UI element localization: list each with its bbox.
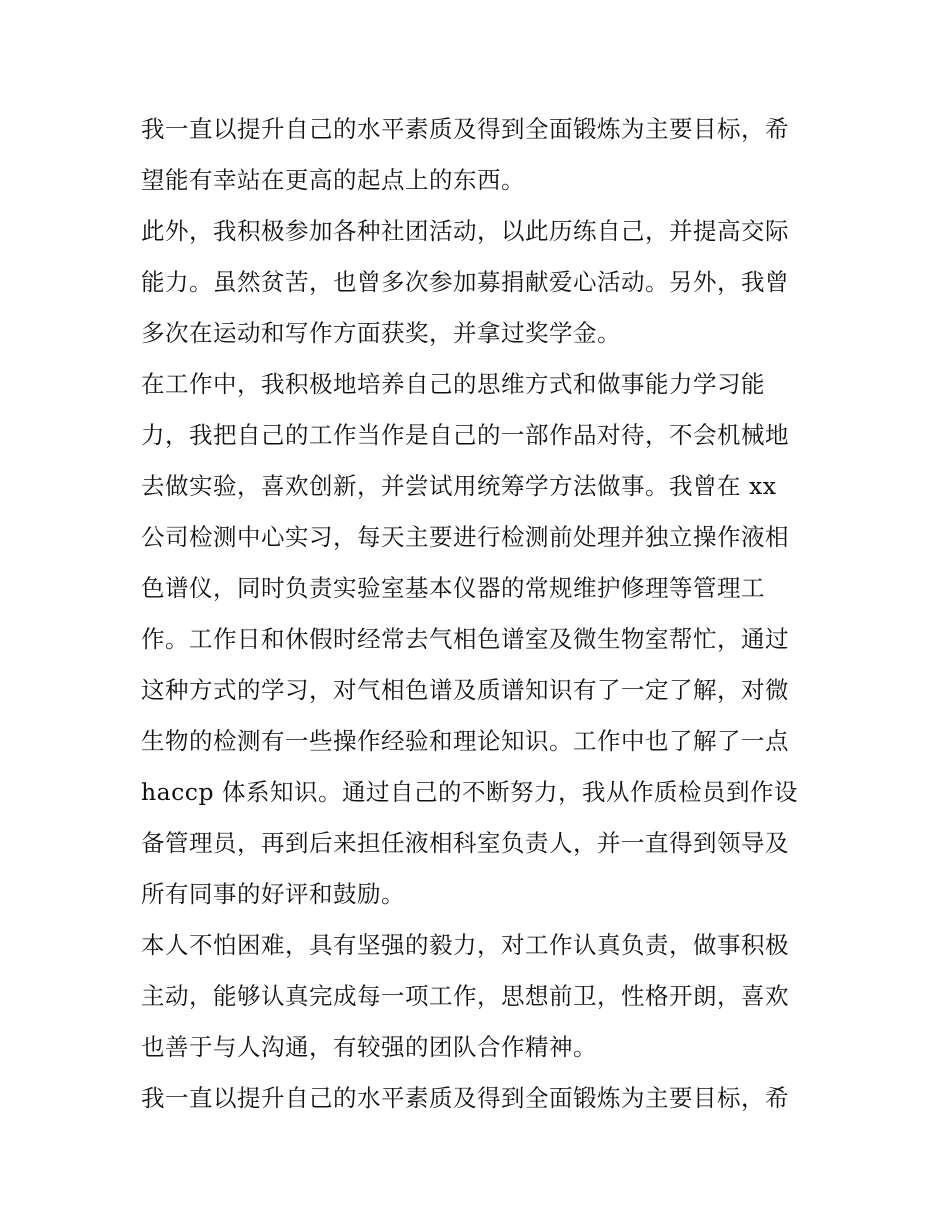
text-line: 我一直以提升自己的水平素质及得到全面锻炼为主要目标，希 xyxy=(141,115,789,143)
document-body xyxy=(141,104,817,1124)
text-line: 主动，能够认真完成每一项工作，思想前卫，性格开朗，喜欢 xyxy=(141,982,789,1010)
text-line: 作。工作日和休假时经常去气相色谱室及微生物室帮忙，通过 xyxy=(141,625,789,653)
text-line: 备管理员，再到后来担任液相科室负责人，并一直得到领导及 xyxy=(141,829,789,857)
text-line: 多次在运动和写作方面获奖，并拿过奖学金。 xyxy=(141,319,621,347)
text-line: 望能有幸站在更高的起点上的东西。 xyxy=(141,166,525,194)
text-line: 这种方式的学习，对气相色谱及质谱知识有了一定了解，对微 xyxy=(141,676,789,704)
text-line: 去做实验，喜欢创新，并尝试用统筹学方法做事。我曾在 xx xyxy=(141,472,777,500)
text-line: 在工作中，我积极地培养自己的思维方式和做事能力学习能 xyxy=(141,370,765,398)
text-line: 公司检测中心实习，每天主要进行检测前处理并独立操作液相 xyxy=(141,523,789,551)
text-line: 所有同事的好评和鼓励。 xyxy=(141,880,405,908)
text-line: haccp 体系知识。通过自己的不断努力，我从作质检员到作设 xyxy=(141,778,798,806)
text-line: 也善于与人沟通，有较强的团队合作精神。 xyxy=(141,1033,597,1061)
text-line: 生物的检测有一些操作经验和理论知识。工作中也了解了一点 xyxy=(141,727,789,755)
text-line: 此外，我积极参加各种社团活动，以此历练自己，并提高交际 xyxy=(141,217,789,245)
text-line: 力，我把自己的工作当作是自己的一部作品对待，不会机械地 xyxy=(141,421,789,449)
text-line: 我一直以提升自己的水平素质及得到全面锻炼为主要目标，希 xyxy=(141,1084,789,1112)
text-line: 色谱仪，同时负责实验室基本仪器的常规维护修理等管理工 xyxy=(141,574,765,602)
text-line: 能力。虽然贫苦，也曾多次参加募捐献爱心活动。另外，我曾 xyxy=(141,268,789,296)
text-line: 本人不怕困难，具有坚强的毅力，对工作认真负责，做事积极 xyxy=(141,931,789,959)
